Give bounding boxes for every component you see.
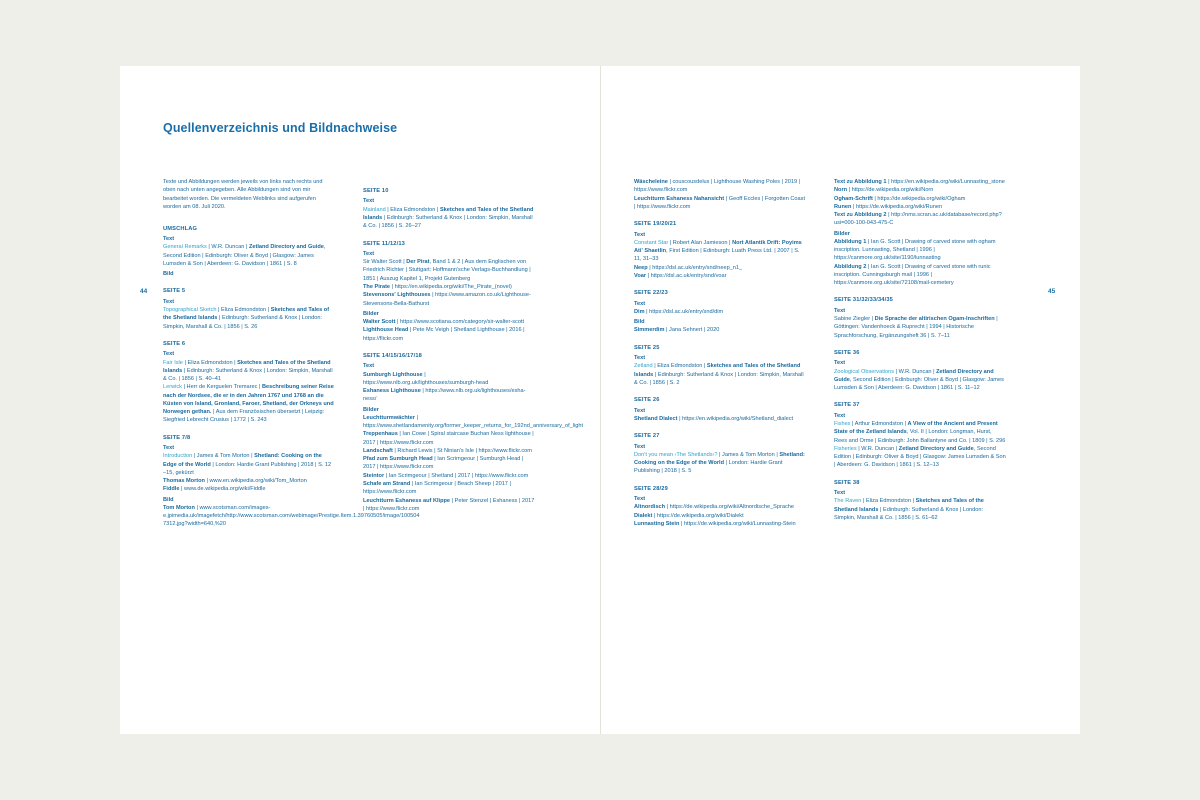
subsection-label: Text [363, 363, 375, 370]
source-entry: General Remarks | W.R. Duncan | Zetland Directory and Guide, Second Edition | Edinburgh: Oliver & Boyd | Glasgow: James Lumsden & Son | Aberdeen: G. Davidson | 1861 | S. 8 [163, 244, 326, 267]
source-entry: Dim | https://dsl.ac.uk/entry/snd/dim [634, 308, 724, 315]
source-entry: Topographical Sketch | Eliza Edmondston | Sketches and Tales of the Shetland Islands | Edinburgh: Sutherland & Knox | London: Simpkin, Marshall & Co. | 1856 | S. 26 [163, 307, 330, 330]
subsection-label: Text [834, 412, 846, 419]
source-entry: Text zu Abbildung 1 | https://en.wikipedia.org/wiki/Lunnasting_stone [834, 179, 1005, 185]
subsection-label: Bilder [834, 230, 850, 237]
source-entry: Neep | https://dsl.ac.uk/entry/snd/neep_n1_ [634, 264, 743, 271]
section-heading: SEITE 7/8 [163, 434, 191, 441]
columns-left [163, 178, 584, 529]
section-heading: SEITE 36 [834, 349, 860, 356]
source-entry: Introduction | James & Tom Morton | Shetland: Cooking on the Edge of the World | London: Hardie Grant Publishing | 2018 | S. 12 –15, gekürzt [163, 453, 332, 476]
subsection-label: Text [363, 198, 375, 205]
source-entry: Shetland Dialect | https://en.wikipedia.org/wiki/Shetland_dialect [634, 415, 794, 422]
page-left [120, 66, 600, 734]
source-entry: Sumburgh Lighthouse | https://www.nlb.org.uk/lighthouses/sumburgh-head [363, 371, 489, 386]
subsection-label: Bild [163, 496, 174, 503]
section-heading: SEITE 25 [634, 344, 660, 351]
source-entry: Constant Star | Robert Alan Jamieson | Nort Atlantik Drift: Poyims Ati' Shaetlin, First Edition | Edinburgh: Luath Press Ltd. | 2007 | S. 11, 31–33 [634, 239, 802, 263]
source-entry: Text zu Abbildung 2 | http://nms.scran.ac.uk/database/record.php?usi=000-100-043-475-C [834, 212, 1002, 227]
source-entry: Leuchtturmwächter | https://www.shetlandamenity.org/former_keeper_returns_for_192nd_anniversary_of_light [363, 414, 584, 430]
subsection-label: Text [363, 250, 375, 257]
source-entry: Steintor | Ian Scrimgeour | Shetland | 2017 | https://www.flickr.com [363, 472, 529, 479]
source-entry: Fiddle | www.de.wikipedia.org/wiki/Fiddle [163, 486, 266, 493]
page-right [600, 66, 1080, 734]
section-heading: SEITE 6 [163, 340, 186, 347]
section-heading: UMSCHLAG [163, 225, 198, 232]
subsection-label: Bilder [363, 310, 379, 317]
section-heading: SEITE 31/32/33/34/35 [834, 297, 893, 304]
subsection-label: Text [634, 231, 646, 238]
source-entry: Dialekt | https://de.wikipedia.org/wiki/Dialekt [634, 512, 744, 519]
subsection-label: Text [634, 407, 646, 414]
source-entry: Lunnasting Stein | https://de.wikipedia.org/wiki/Lunnasting-Stein [634, 520, 796, 527]
section-heading: SEITE 19/20/21 [634, 221, 677, 228]
source-entry: The Pirate | https://en.wikipedia.org/wiki/The_Pirate_(novel) [363, 284, 512, 290]
source-entry: Don't you mean ›The Shetlands‹? | James & Tom Morton | Shetland: Cooking on the Edge of the World | London: Hardie Grant Publishing | 2018 | S. 5 [634, 451, 805, 475]
section-heading: SEITE 22/23 [634, 290, 668, 297]
column-2 [363, 178, 584, 529]
column-3-blocks [634, 178, 806, 528]
section-heading: SEITE 26 [634, 397, 660, 404]
source-entry: Voar | https://dsl.ac.uk/entry/snd/voar [634, 272, 727, 279]
section-heading: SEITE 10 [363, 188, 389, 194]
folio-right: 45 [1048, 288, 1056, 295]
section-heading: SEITE 28/29 [634, 485, 668, 492]
column-4-blocks [834, 178, 1006, 522]
section-heading: SEITE 37 [834, 402, 860, 409]
subsection-label: Bild [163, 271, 174, 278]
subsection-label: Text [834, 307, 846, 314]
subsection-label: Text [634, 300, 646, 307]
section-heading: SEITE 38 [834, 479, 860, 486]
source-entry: Runen | https://de.wikipedia.org/wiki/Runen [834, 203, 943, 210]
subsection-label: Text [834, 490, 846, 497]
source-entry: Abbildung 1 | Ian G. Scott | Drawing of carved stone with ogham inscription. Lunnasting, Shetland | 1996 | https://canmore.org.uk/site/1190/lunnasting [834, 238, 996, 262]
subsection-label: Text [634, 355, 646, 362]
source-entry: Fishes | Arthur Edmondston | A View of the Ancient and Present State of the Zetland Islands, Vol. II | London: Longman, Hurst, Rees and Orme | Edinburgh: John Ballantyne and Co. | 1809 | S. 296 [834, 421, 1006, 444]
page-title: Quellenverzeichnis und Bildnachweise [163, 121, 398, 135]
column-2-blocks [363, 187, 584, 513]
column-3 [634, 178, 806, 528]
source-entry: Simmerdim | Jana Sehnert | 2020 [634, 327, 720, 334]
intro-paragraph: Texte und Abbildungen werden jeweils von links nach rechts und oben nach unten angegeben. Alle Abbildungen sind von mir bearbeitet worden. Die vermeldeten Weblinks sind aufgerufen worden am 08. Juli 2020. [163, 179, 323, 211]
subsection-label: Text [834, 360, 846, 367]
source-entry: Ogham-Schrift | https://de.wikipedia.org/wiki/Ogham [834, 195, 966, 202]
source-entry: Zoological Observations | W.R. Duncan | Zetland Directory and Guide, Second Edition | Edinburgh: Oliver & Boyd | Glasgow: James Lumsden & Son | Aberdeen: G. Davidson | 1861 | S. 11–12 [834, 368, 1004, 392]
section-heading: SEITE 5 [163, 288, 186, 295]
section-heading: SEITE 14/15/16/17/18 [363, 352, 422, 359]
column-4 [834, 178, 1006, 528]
source-entry: Schafe am Strand | Ian Scrimgeour | Beach Sheep | 2017 | https://www.flickr.com [363, 481, 511, 496]
source-entry: Tom Morton | www.scotsman.com/images-e.jpimedia.uk/imagefetch/http://www.scotsman.com/webimage/Prestige.Item.1.39760505!image/100504 7312.jpg?width=640,%20 [163, 504, 420, 528]
source-entry: Abbildung 2 | Ian G. Scott | Drawing of carved stone with runic inscription. Cunningsburgh mail | 1996 | https://canmore.org.uk/site/72108/mail-cemetery [834, 263, 991, 287]
source-entry: Thomas Morton | www.en.wikipedia.org/wiki/Tom_Morton [163, 478, 307, 485]
source-entry: Lerwick | Herr de Kerguelen Tremarec | Beschreibung seiner Reise nach der Nordsee, die er in den Jahren 1767 und 1768 an die Küsten von Island, Gronland, Faroer, Shetland, der Orkneys und Norwegen gethan. | Aus dem Französischen übersetzt | Leipzig: Siegfried Lebrecht Crusius | 1772 | S. 243 [163, 384, 334, 424]
source-entry: Treppenhaus | Ian Cowe | Spiral staircase Buchan Ness lighthouse | 2017 | https://www.flickr.com [363, 431, 534, 446]
subsection-label: Text [634, 496, 646, 502]
subsection-label: Text [634, 443, 646, 450]
source-entry: Altnordisch | https://de.wikipedia.org/wiki/Altnordische_Sprache [634, 504, 795, 511]
source-entry: Norn | https://de.wikipedia.org/wiki/Norn [834, 187, 934, 194]
book-spread [120, 66, 1080, 734]
source-entry: Pfad zum Sumburgh Head | Ian Scrimgeour | Sumburgh Head | 2017 | https://www.flickr.com [363, 456, 524, 471]
subsection-label: Text [163, 445, 175, 452]
source-entry: Mainland | Eliza Edmondston | Sketches and Tales of the Shetland Islands | Edinburgh: Sutherland & Knox | London: Simpkin, Marshall & Co. | 1856 | S. 26–27 [363, 206, 534, 230]
source-entry: Wäscheleine | couscousdelux | Lighthouse Washing Poles | 2019 | https://www.flickr.com [634, 179, 801, 194]
subsection-label: Text [163, 236, 175, 242]
source-entry: Walter Scott | https://www.scotiana.com/category/sir-walter-scott [363, 319, 525, 326]
subsection-label: Bild [634, 319, 645, 326]
subsection-label: Text [163, 298, 175, 305]
folio-left: 44 [140, 288, 148, 295]
subsection-label: Bilder [363, 406, 379, 413]
source-entry: Leuchtturm Eshaness Nahansicht | Geoff Eccles | Forgotten Coast | https://www.flickr.com [634, 195, 806, 210]
source-entry: Sir Walter Scott | Der Pirat, Band 1 & 2 | Aus dem Englischen von Friedrich Richter | Stuttgart: Hoffmann'sche Verlags-Buchhandlung | 1851 | Auszug Kapitel 1, Projekt Gutenberg [363, 259, 531, 282]
source-entry: Fair Isle | Eliza Edmondston | Sketches and Tales of the Shetland Islands | Edinburgh: Sutherland & Knox | London: Simpkin, Marshall & Co. | 1856 | S. 40–41 [163, 359, 333, 383]
source-entry: Eshaness Lighthouse | https://www.nlb.org.uk/lighthouses/esha-ness/ [363, 388, 526, 403]
source-entry: The Raven | Eliza Edmondston | Sketches and Tales of the Shetland Islands | Edinburgh: Sutherland & Knox | London: Simpkin, Marshall & Co. | 1856 | S. 61–62 [834, 498, 984, 521]
source-entry: Lighthouse Head | Pete Mc Veigh | Shetland Lighthouse | 2016 | https://flickr.com [363, 327, 525, 342]
section-heading: SEITE 11/12/13 [363, 240, 405, 247]
source-entry: Leuchtturm Eshaness auf Klippe | Peter Stenzel | Eshaness | 2017 | https://www.flickr.com [363, 497, 535, 512]
subsection-label: Text [163, 351, 175, 358]
section-heading: SEITE 27 [634, 433, 660, 440]
source-entry: Fisheries | W.R. Duncan | Zetland Directory and Guide, Second Edition | Edinburgh: Oliver & Boyd | Glasgow: James Lumsden & Son | Aberdeen: G. Davidson | 1861 | S. 12–13 [834, 445, 1006, 469]
source-entry: Stevensons' Lighthouses | https://www.amazon.co.uk/Lighthouse-Stevensons-Bella-Bathurst [363, 292, 531, 307]
source-entry: Landschaft | Richard Lewis | St Ninian's Isle | https://www.flickr.com [363, 447, 532, 454]
source-entry: Sabine Ziegler | Die Sprache der altirischen Ogam-Inschriften | Göttingen: Vandenhoeck & Ruprecht | 1994 | Historische Sprachforschung, Ergänzungsheft 36 | S. 7–11 [834, 316, 998, 339]
columns-right [634, 178, 1054, 528]
source-entry: Zetland | Eliza Edmondston | Sketches and Tales of the Shetland Islands | Edinburgh: Sutherland & Knox | London: Simpkin, Marshall & Co. | 1856 | S. 2 [634, 363, 804, 386]
